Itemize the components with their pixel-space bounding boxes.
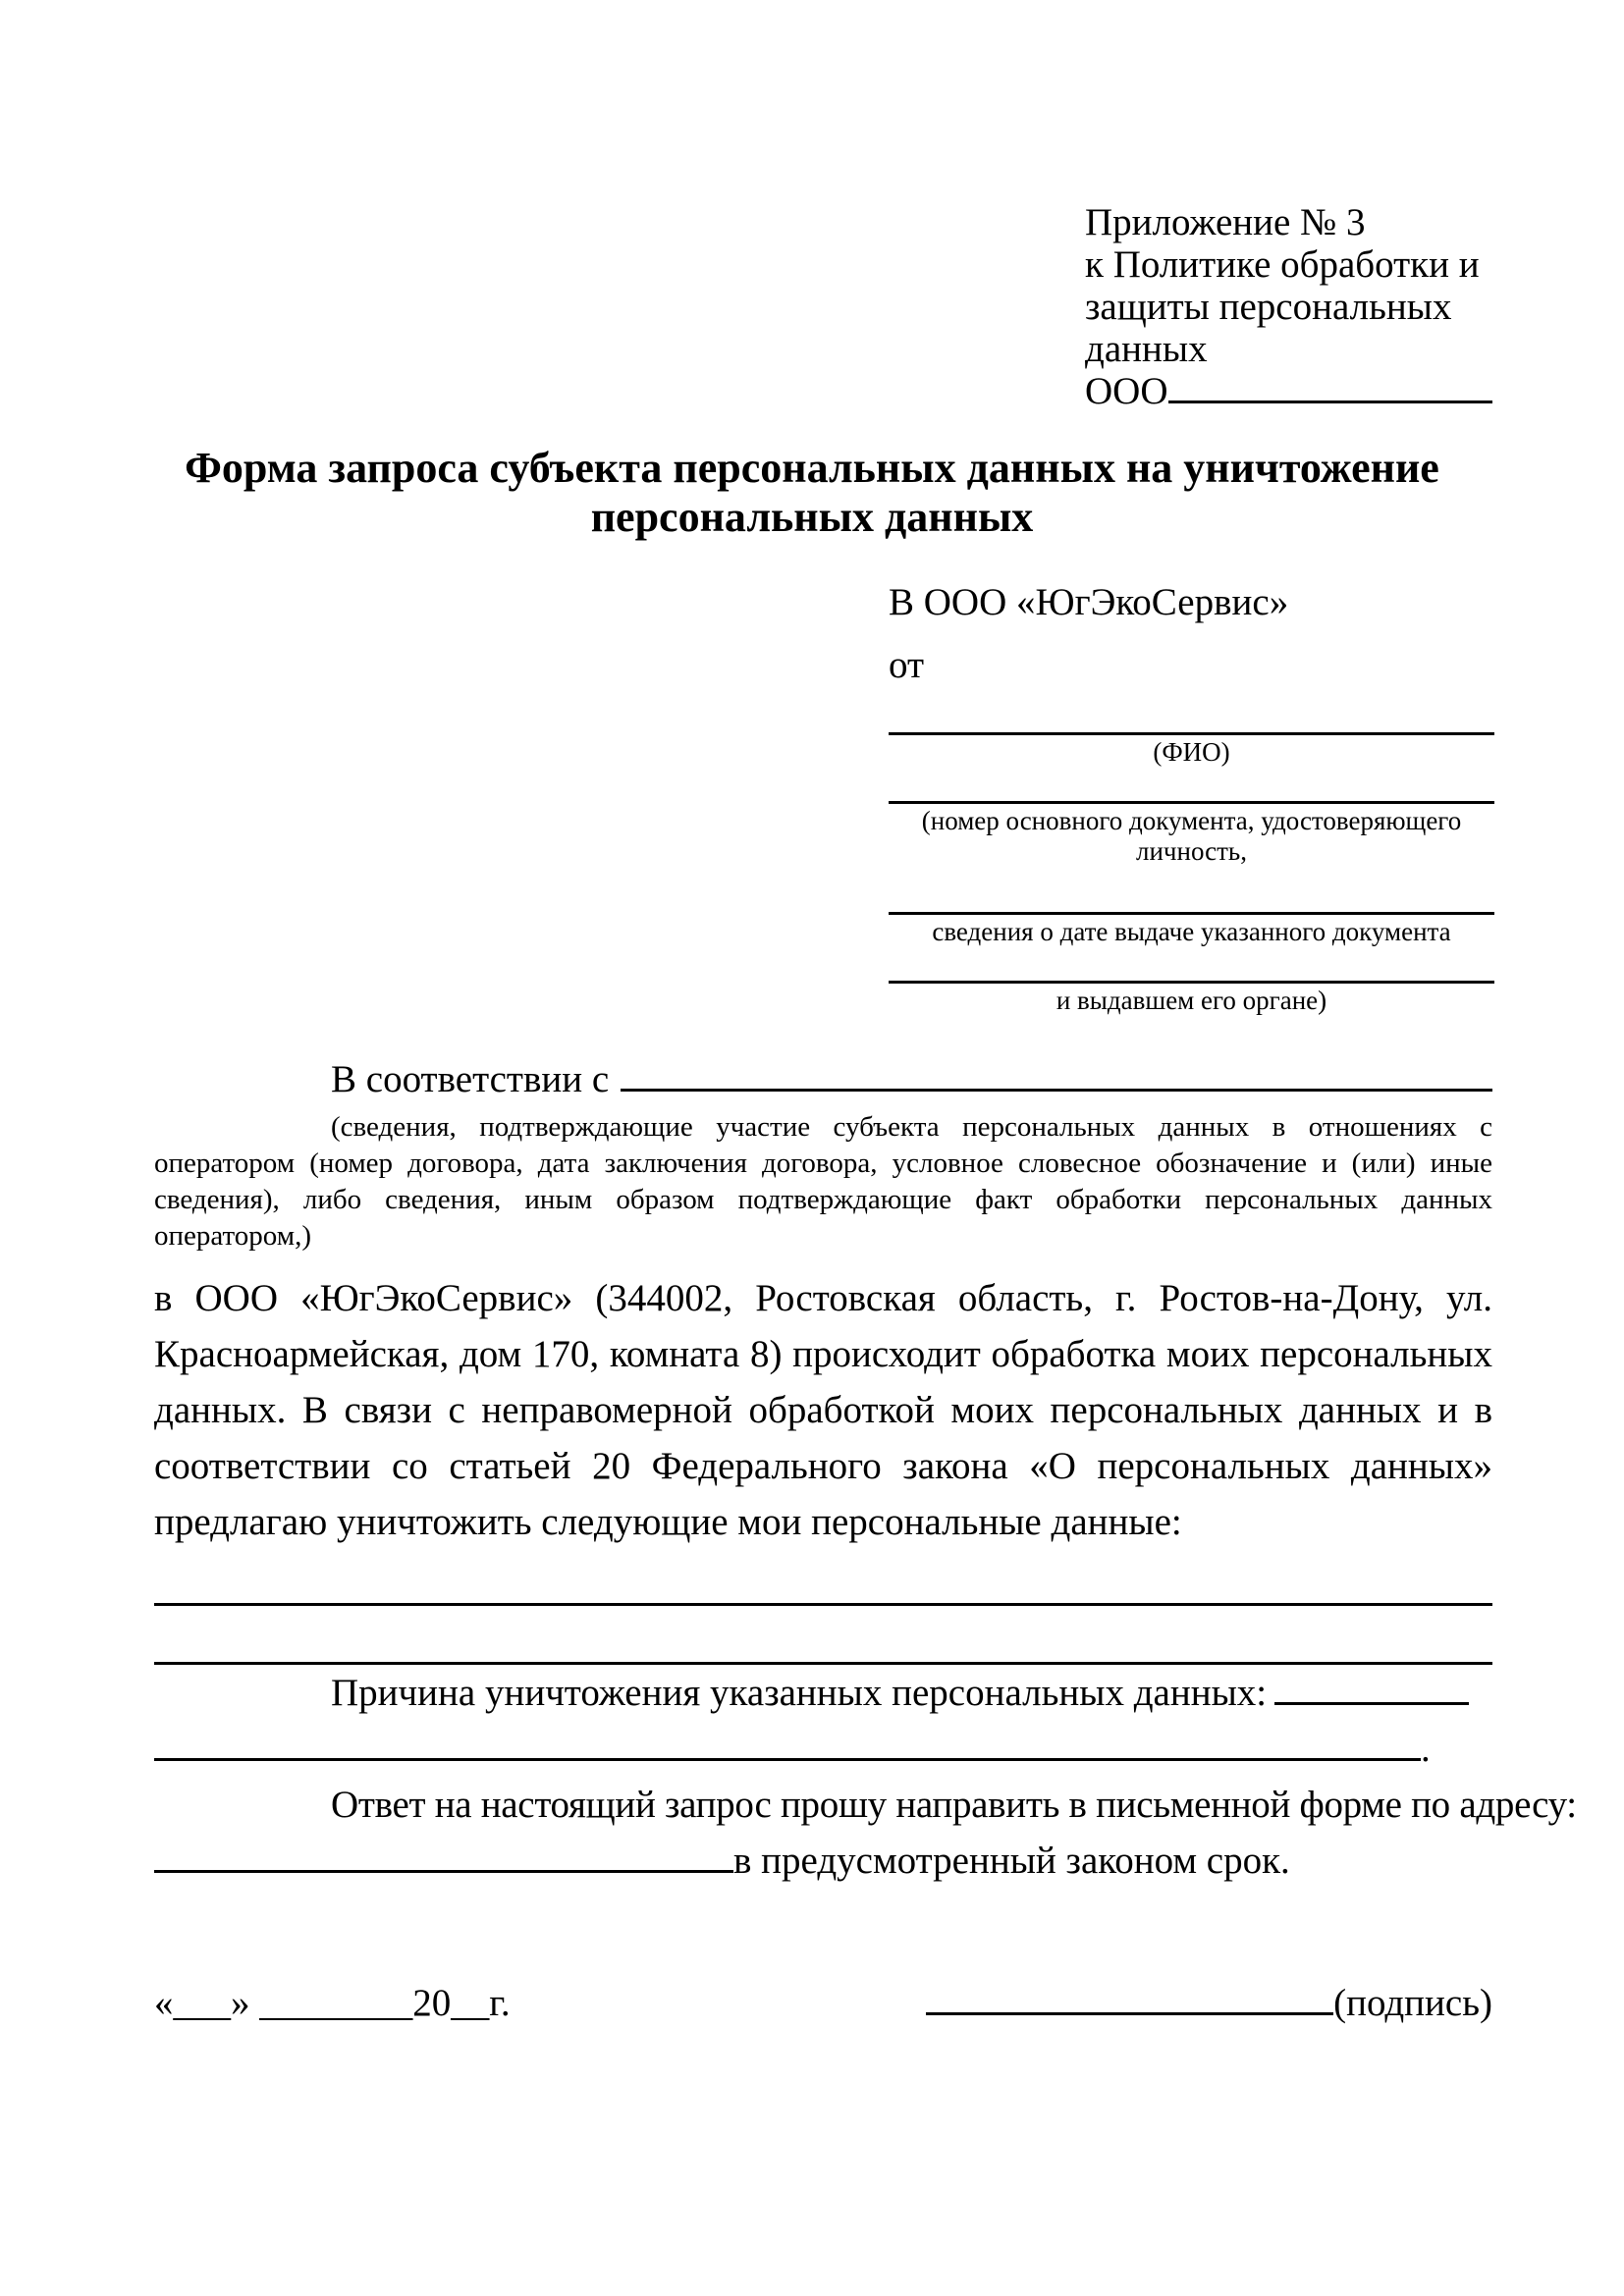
reason-continuation-row	[154, 1721, 1492, 1777]
addressee-block	[889, 581, 1494, 1016]
data-fill-line-1	[154, 1550, 1492, 1606]
reason-row	[154, 1665, 1469, 1721]
appendix-line-2: к Политике обработки и	[1085, 243, 1480, 286]
reason-continuation-fill-line	[154, 1758, 1421, 1761]
issue-org-fill-line	[889, 947, 1494, 984]
response-term-row	[154, 1833, 1492, 1889]
footer-row	[154, 1975, 1492, 2031]
accordance-row	[154, 1051, 1492, 1107]
date-field: «___» ________20__г.	[154, 1982, 511, 2024]
reason-period: .	[1421, 1728, 1431, 1770]
fio-fill-line	[889, 687, 1494, 735]
accordance-label: В соответствии с	[331, 1058, 610, 1100]
signature-caption: (подпись)	[1333, 1982, 1492, 2024]
data-fill-line-2	[154, 1606, 1492, 1665]
response-paragraph	[154, 1777, 1577, 1833]
ooo-label: ООО	[1085, 370, 1168, 412]
doc-number-caption: (номер основного документа, удостоверяющего личность,	[921, 806, 1462, 866]
response-text: Ответ на настоящий запрос прошу направить в письменной форме по адресу:	[331, 1784, 1577, 1826]
appendix-line-1: Приложение № 3	[1085, 201, 1366, 243]
address-fill-line	[154, 1870, 733, 1873]
doc-number-fill-line	[889, 768, 1494, 804]
signature-fill-line	[926, 2012, 1333, 2015]
issue-date-fill-line	[889, 867, 1494, 915]
addressee-organization: В ООО «ЮгЭкоСервис»	[889, 581, 1289, 623]
appendix-line-3: защиты персональных данных	[1085, 286, 1452, 370]
accordance-note: (сведения, подтверждающие участие субъекта персональных данных в отношениях с оператором (номер договора, дата заключения договора, условное словесное обозначение и (или) иные сведения), либо сведения, иным образом подтверждающие факт обработки персональных данных оператором,)	[154, 1111, 1492, 1252]
form-title: Форма запроса субъекта персональных данных на уничтожение персональных данных	[185, 444, 1439, 541]
signature-group	[926, 1975, 1492, 2031]
appendix-block	[1085, 201, 1492, 412]
accordance-fill-line	[621, 1089, 1492, 1092]
addressee-from-label: от	[889, 644, 925, 686]
issue-org-caption: и выдавшем его органе)	[1056, 986, 1327, 1015]
reason-fill-line	[1274, 1702, 1469, 1705]
main-paragraph: в ООО «ЮгЭкоСервис» (344002, Ростовская область, г. Ростов-на-Дону, ул. Красноармейская, дом 170, комната 8) происходит обработка моих персональных данных. В связи с неправомерной обработкой моих персональных данных и в соответствии со статьей 20 Федерального закона «О персональных данных» предлагаю уничтожить следующие мои персональные данные:	[154, 1277, 1492, 1543]
ooo-fill-line	[1168, 400, 1493, 403]
response-term-text: в предусмотренный законом срок.	[733, 1840, 1290, 1882]
issue-date-caption: сведения о дате выдаче указанного документа	[932, 917, 1451, 946]
fio-caption: (ФИО)	[1153, 737, 1230, 767]
reason-label: Причина уничтожения указанных персональных данных:	[331, 1672, 1268, 1714]
appendix-ooo-row	[1085, 370, 1492, 412]
